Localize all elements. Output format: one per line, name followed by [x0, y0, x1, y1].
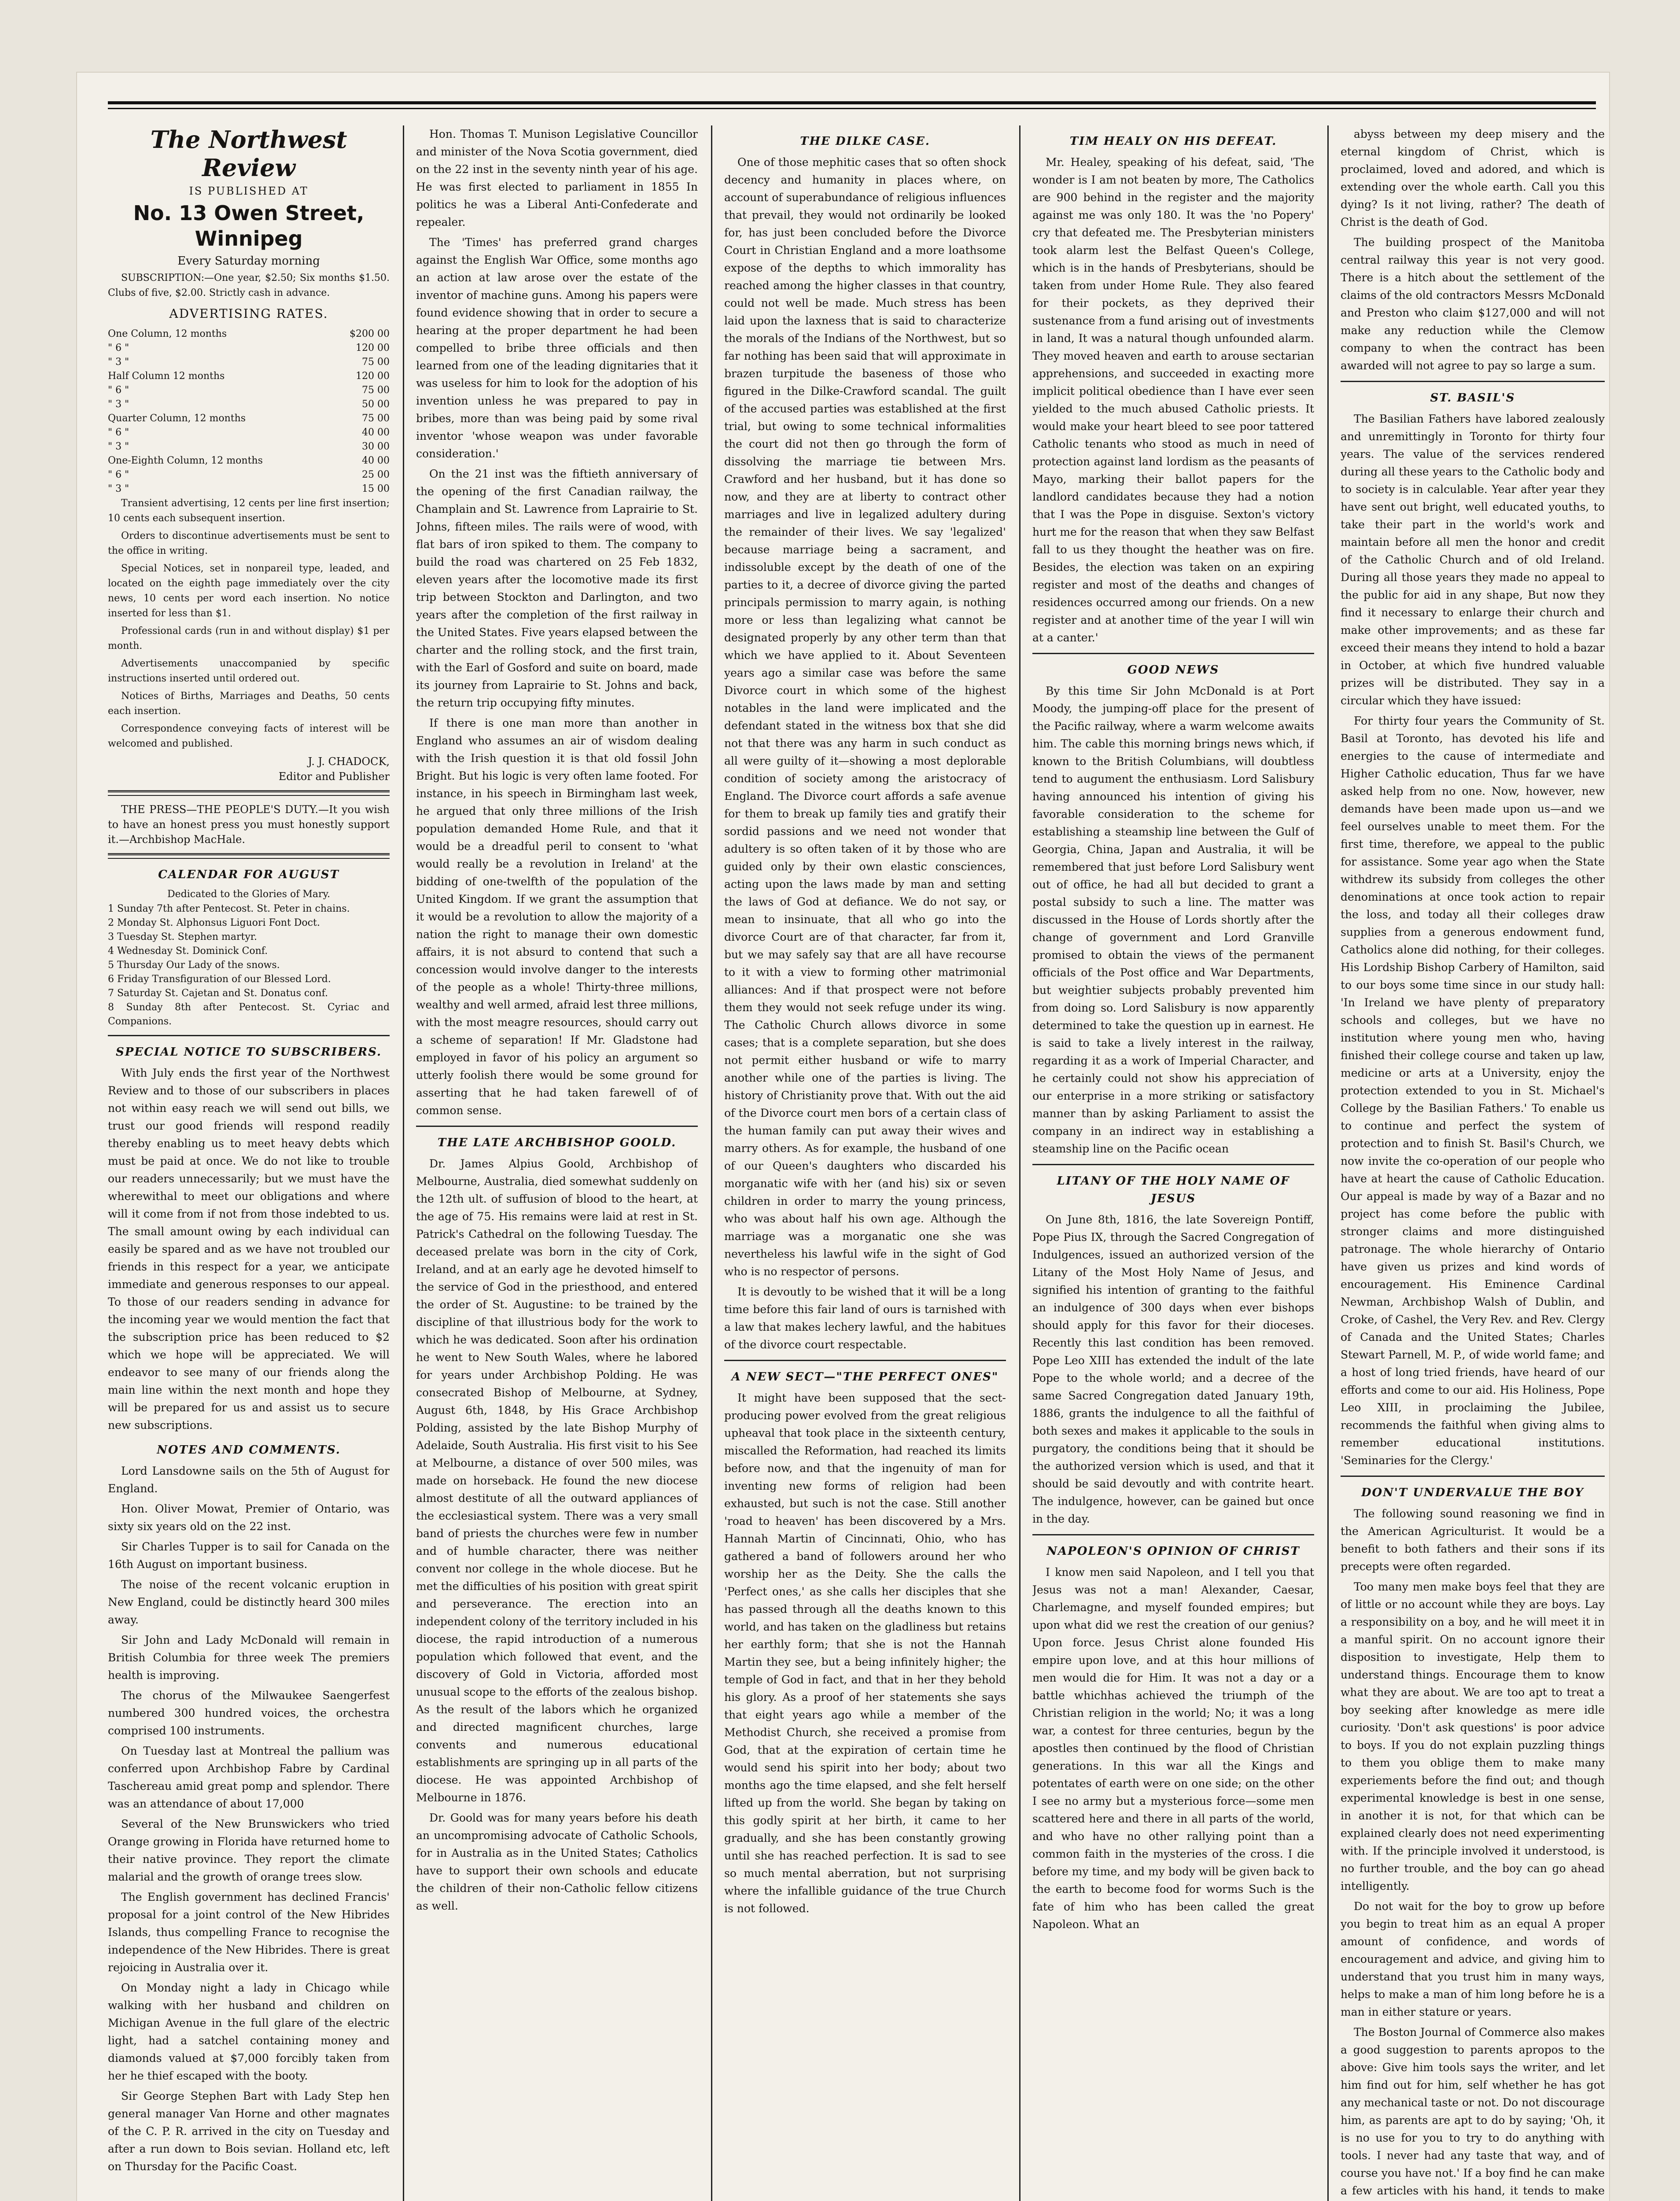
article-paragraph: The Boston Journal of Commerce also makes a good suggestion to parents apropos to the above: Give him tools says the writer, and let him find out for him, self whether he has got any mechanical taste or not. Do not discourage him, as parents are apt to do by saying; 'Oh, it is no use for you to try to do anything with tools. I never had any taste that way, and of course you have not.' If a boy find he can make a few articles with his hand, it tends to make	[1341, 2026, 1605, 2197]
article-paragraph: On the 21 inst was the fiftieth anniversary of the opening of the first Canadian railway, the Champlain and St. Lawrence from Laprairie to St. Johns, fifteen miles. The rails were of wood, with flat bars of iron spiked to them. The company to build the road was chartered on 25 Feb 1832, eleven years after the locomotive made its first trip between Stockton and Darlington, and two years after the completion of the first railway in the United States. Five years elapsed between the charter and the rolling stock, and the first train, with the Earl of Gosford and suite on board, made its journey from Laprairie to St. Johns and back, the return trip occupying fifty minutes.	[416, 467, 698, 709]
article-paragraph: Hon. Thomas T. Munison Legislative Councillor and minister of the Nova Scotia government, died on the 22 inst in the seventy ninth year of his age. He was first elected to parliament in 1855 In politics he was a Liberal Anti-Confederate and repealer.	[416, 128, 698, 228]
article-paragraph: It is devoutly to be wished that it will be a long time before this fair land of ours is tarnished with a law that makes lechery lawful, and the habitues of the divorce court respectable.	[724, 1285, 1006, 1351]
rate-label: " 6 "	[108, 427, 129, 438]
calendar-list	[108, 902, 390, 1029]
note-item: On Monday night a lady in Chicago while walking with her husband and children on Michigan Avenue in the full glare of the electric light, had a satchel containing money and diamonds valued at $7,000 forcibly taken from her he thief escaped with the booty.	[108, 1981, 390, 2082]
rate-row	[108, 482, 390, 496]
newspaper-title: The Northwest Review	[150, 125, 347, 182]
rate-amount: 40 00	[362, 427, 390, 438]
article-paragraph: On June 8th, 1816, the late Sovereign Pontiff, Pope Pius IX, through the Sacred Congregation of Indulgences, issued an authorized version of the Litany of the Most Holy Name of Jesus, and signified his intention of granting to the faithful an indulgence of 300 days when ever bishops should apply for this favor for their dioceses. Recently this last condition has been removed. Pope Leo XIII has extended the indult of the late Pope to the whole world; and a decree of the same Sacred Congregation dated January 19th, 1886, grants the indulgence to all the faithful of both sexes and makes it applicable to the souls in purgatory, the conditions being that it should be the authorized version which is used, and that it should be said devoutly and with contrite heart. The indulgence, however, can be gained but once in the day.	[1032, 1213, 1314, 1525]
boy-title: DON'T UNDERVALUE THE BOY	[1361, 1486, 1584, 1499]
article-paragraph: I know men said Napoleon, and I tell you that Jesus was not a man! Alexander, Caesar, Charlemagne, and myself founded empires; but upon what did we rest the creation of our genius? Upon force. Jesus Christ alone founded His empire upon love, and at this hour millions of men would die for Him. It was not a day or a battle whichhas achieved the triumph of the Christian religion in the world; No; it was a long war, a contest for three centuries, begun by the apostles then continued by the flood of Christian generations. In this war all the Kings and potentates of earth were on one side; on the other I see no army but a mysterious force—some men scattered here and there in all parts of the world, and who have no other rallying point than a common faith in the mysteries of the cross. I die before my time, and my body will be given back to the earth to become food for worms Such is the fate of him who has been called the great Napoleon. What an	[1032, 1566, 1314, 1931]
section-divider	[1341, 381, 1605, 382]
article-paragraph: Dr. Goold was for many years before his death an uncompromising advocate of Catholic Schools, for in Australia as in the United States; Catholics have to support their own schools and educate the children of their non-Catholic fellow citizens as well.	[416, 1811, 698, 1912]
advertising-rates-table	[108, 327, 390, 496]
dilke-title: THE DILKE CASE.	[800, 135, 930, 148]
rate-row	[108, 369, 390, 383]
napoleon-article	[1032, 1564, 1314, 1933]
article-paragraph: Too many men make boys feel that they are of little or no account while they are boys. Lay a responsibility on a boy, and he will meet it in a manful spirit. On no account ignore their disposition to investigate, Help them to understand things. Encourage them to know what they are about. We are too apt to treat a boy seeking after knowledge as mere idle curiosity. 'Don't ask questions' is poor advice to boys. If you do not explain puzzling things to them you oblige them to make many experiements before the find out; and though experimental knowledge is best in one sense, in another it is not, for that which can be explained clearly does not need experimenting with. If the principle involved it understood, is no further trouble, and the boy can go ahead intelligently.	[1341, 1580, 1605, 1892]
rate-row	[108, 383, 390, 398]
newspaper-page	[77, 73, 1609, 2201]
rate-row	[108, 426, 390, 440]
section-divider	[1032, 1164, 1314, 1165]
column-divider	[711, 125, 712, 2201]
dilke-article	[724, 154, 1006, 1354]
calendar-entry: 1 Sunday 7th after Pentecost. St. Peter in chains.	[108, 903, 350, 914]
special-notice-title: SPECIAL NOTICE TO SUBSCRIBERS.	[115, 1045, 382, 1059]
rate-label: " 6 "	[108, 385, 129, 396]
publisher-address: No. 13 Owen Street, Winnipeg	[133, 201, 365, 250]
advertising-note: Orders to discontinue advertisements must be sent to the office in writing.	[108, 530, 390, 556]
litany-title: LITANY OF THE HOLY NAME OF JESUS	[1057, 1174, 1290, 1205]
column-2-articles	[416, 125, 698, 1119]
section-divider	[108, 853, 390, 859]
column-divider	[1327, 125, 1329, 2201]
calendar-entry: 5 Thursday Our Lady of the snows.	[108, 960, 280, 971]
note-item: Several of the New Brunswickers who tried Orange growing in Florida have returned home to their native province. They report the climate malarial and the growth of orange trees slow.	[108, 1818, 390, 1883]
rate-amount: 75 00	[362, 385, 390, 396]
section-divider	[108, 790, 390, 796]
article-paragraph: The Basilian Fathers have labored zealously and unremittingly in Toronto for thirty four years. The value of the services rendered during all these years to the Catholic body and to society is in calculable. Year after year they have sent out bright, well educated youths, to take their part in the world's work and maintain before all men the honor and credit of the Catholic Church and of old Ireland. During all those years they made no appeal to the public for aid in any shape, But now they find it necessary to enlarge their church and make other improvements; and as these far exceed their means they intend to hold a bazar in October, at which five hundred valuable prizes will be distributed. They say in a circular which they have issued:	[1341, 412, 1605, 707]
article-paragraph: Mr. Healey, speaking of his defeat, said, 'The wonder is I am not beaten by more, The Catholics are 900 behind in the register and the majority against me was only 180. It was the 'no Popery' cry that defeated me. The Presbyterian ministers took alarm lest the Belfast Queen's College, which is in the hands of Presbyterians, should be taken from under Home Rule. They also feared for their pockets, as they deprived their sustenance from a fund arising out of investments in land, It was a natural though unfounded alarm. They moved heaven and earth to arouse sectarian apprehensions, and succeeded in exacting more implicit political obedience than I have ever seen yielded to the much abused Catholic priests. It would make your heart bleed to see poor tattered Catholic tenants who stood as much in need of protection against land lordism as the peasants of Mayo, marking their ballot papers for the landlord candidates because they had a notion that I was the Pope in disguise. Sexton's victory hurt me for the reason that when they saw Belfast fall to us they thought the heather was on fire. Besides, the election was taken on an expiring register and most of the deaths and changes of residences occurred among our friends. On a new register and at another time of the year I will win at a canter.'	[1032, 156, 1314, 644]
notes-title: NOTES AND COMMENTS.	[157, 1443, 341, 1457]
special-notice-body: With July ends the first year of the Northwest Review and to those of our subscribers in places not within easy reach we will send out bills, we trust our good friends will respond readily thereby enabling us to meet heavy debts which must be paid at once. We do not like to trouble our readers unnecessarily; but we must have the wherewithal to meet our obligations and where will it come from if not from those indebted to us. The small amount owing by each individual can easily be spared and as we have not troubled our friends in this respect for a year, we anticipate immediate and generous responses to our appeal. To those of our readers sending in advance for the incoming year we would mention the fact that the subscription price has been reduced to $2 which we hope will be appreciated. We will endeavor to see many of our friends along the main line within the next month and hope they will be prepared for us and assist us to secure new subscriptions.	[108, 1067, 390, 1432]
calendar-dedication: Dedicated to the Glories of Mary.	[167, 889, 330, 900]
calendar-entry: 4 Wednesday St. Dominick Conf.	[108, 946, 268, 957]
rate-row	[108, 398, 390, 412]
healy-article	[1032, 154, 1314, 647]
goold-title: THE LATE ARCHBISHOP GOOLD.	[437, 1136, 677, 1149]
advertising-note: Professional cards (run in and without display) $1 per month.	[108, 626, 390, 651]
note-item: Lord Lansdowne sails on the 5th of August for England.	[108, 1465, 390, 1495]
calendar-entry: 8 Sunday 8th after Pentecost. St. Cyriac and Companions.	[108, 1002, 390, 1027]
rate-row	[108, 412, 390, 426]
sect-title: A NEW SECT—"THE PERFECT ONES"	[731, 1370, 999, 1384]
basils-title: ST. BASIL'S	[1430, 391, 1515, 405]
section-divider	[416, 1126, 698, 1127]
article-paragraph: Dr. James Alpius Goold, Archbishop of Melbourne, Australia, died somewhat suddenly on the 12th ult. of suffusion of blood to the heart, at the age of 75. His remains were laid at rest in St. Patrick's Cathedral on the following Tuesday. The deceased prelate was born in the city of Cork, Ireland, and at an early age he devoted himself to the service of God in the priesthood, and entered the order of St. Augustine: to be trained by the discipline of that illustrious body for the work to which he was dedicated. Soon after his ordination he went to New South Wales, where he labored for years under Archbishop Polding. He was consecrated Bishop of Melbourne, at Sydney, August 6th, 1848, by His Grace Archbishop Polding, assisted by the late Bishop Murphy of Adelaide, South Australia. His first visit to his See at Melbourne, a distance of over 500 miles, was made on horseback. He found the new diocese almost destitute of all the outward appliances of the ecclesiastical system. There was a very small band of priests the churches were few in number and of humble character, there was neither convent nor college in the whole diocese. But he met the difficulties of his position with great spirit and perseverance. The erection into an independent colony of the territory included in his diocese, the rapid introduction of a numerous population which followed that event, and the discovery of Gold in Victoria, afforded most unusual scope to the efforts of the zealous bishop. As the result of the labors which he organized and directed magnificent churches, large convents and numerous educational establishments are springing up in all parts of the diocese. He was appointed Archbishop of Melbourne in 1876.	[416, 1157, 698, 1804]
notes-list	[108, 1462, 390, 2175]
editor-signature: J. J. CHADOCK,	[308, 755, 390, 768]
published-line: IS PUBLISHED AT	[189, 185, 309, 197]
rate-amount: 50 00	[362, 399, 390, 410]
column-5-articles	[1341, 125, 1605, 375]
column-4	[1032, 125, 1314, 2201]
rate-row	[108, 454, 390, 468]
advertising-note: Advertisements unaccompanied by specific instructions inserted until ordered out.	[108, 658, 390, 684]
basils-article	[1341, 410, 1605, 1469]
advertising-note: Special Notices, set in nonpareil type, leaded, and located on the eighth page immediately over the city news, 10 cents per word each insertion. No notice inserted for less than $1.	[108, 563, 390, 619]
rate-row	[108, 355, 390, 369]
note-item: Sir Charles Tupper is to sail for Canada on the 16th August on important business.	[108, 1540, 390, 1571]
rate-label: " 6 "	[108, 469, 129, 480]
rate-amount: 15 00	[362, 483, 390, 494]
calendar-title: CALENDAR FOR AUGUST	[158, 868, 339, 881]
advertising-note: Transient advertising, 12 cents per line first insertion; 10 cents each subsequent insertion.	[108, 498, 390, 524]
column-divider	[403, 125, 404, 2201]
advertising-notes	[108, 496, 390, 751]
good-news-title: GOOD NEWS	[1127, 663, 1219, 677]
press-motto: THE PRESS—THE PEOPLE'S DUTY.—It you wish to have an honest press you must honestly support it.—Archbishop MacHale.	[108, 803, 390, 846]
rate-label: Half Column 12 months	[108, 371, 225, 382]
masthead-rule	[108, 101, 1596, 109]
rate-label: " 6 "	[108, 342, 129, 353]
article-paragraph: By this time Sir John McDonald is at Port Moody, the jumping-off place for the present of the Pacific railway, where a warm welcome awaits him. The cable this morning brings news which, if known to the British Columbians, will doubtless tend to augument the enthusiasm. Lord Salisbury having announced his intention of giving his favorable consideration to the scheme for establishing a steamship line between the Gulf of Georgia, China, Japan and Australia, it will be remembered that just before Lord Salisbury went out of office, he had all but decided to grant a postal subsidy to such a line. The matter was discussed in the House of Lords shortly after the change of government and Lord Granville promised to obtain the views of the permanent officials of the Post office and War Departments, but weightier subjects probably prevented him from doing so. Lord Salisbury is now apparently determined to take the question up in earnest. He is said to take a lively interest in the railway, regarding it as a work of Imperial Character, and he certainly could not show his appreciation of our enterprise in a more striking or satisfactory manner than by asking Parliament to assist the company in an indirect way in establishing a steamship line on the Pacific ocean	[1032, 685, 1314, 1155]
advertising-note: Notices of Births, Marriages and Deaths, 50 cents each insertion.	[108, 691, 390, 717]
rate-label: One Column, 12 months	[108, 328, 227, 339]
rate-amount: 40 00	[362, 455, 390, 466]
rate-amount: 75 00	[362, 357, 390, 368]
good-news-article	[1032, 682, 1314, 1158]
publication-frequency: Every Saturday morning	[177, 254, 320, 268]
column-2	[416, 125, 698, 2201]
calendar-entry: 3 Tuesday St. Stephen martyr.	[108, 931, 257, 942]
rate-row	[108, 327, 390, 341]
advertising-rates-title: ADVERTISING RATES.	[169, 306, 328, 321]
rate-amount: 25 00	[362, 469, 390, 480]
rate-row	[108, 341, 390, 355]
section-divider	[1032, 1534, 1314, 1535]
rate-label: " 3 "	[108, 357, 129, 368]
section-divider	[1341, 1476, 1605, 1477]
napoleon-title: NAPOLEON'S OPINION OF CHRIST	[1046, 1545, 1300, 1558]
rate-row	[108, 468, 390, 482]
column-3	[724, 125, 1006, 2201]
note-item: Sir George Stephen Bart with Lady Step hen general manager Van Horne and other magnates of the C. P. R. arrived in the city on Tuesday and after a run down to Bois sevian. Holland etc, left on Thursday for the Pacific Coast.	[108, 2090, 390, 2173]
advertising-note: Correspondence conveying facts of interest will be welcomed and published.	[108, 723, 390, 749]
article-paragraph: The following sound reasoning we find in the American Agriculturist. It would be a benefit to both fathers and their sons if its precepts were often regarded.	[1341, 1507, 1605, 1573]
section-divider	[724, 1360, 1006, 1361]
note-item: Sir John and Lady McDonald will remain in British Columbia for three week The premiers health is improving.	[108, 1634, 390, 1682]
rate-amount: $200 00	[350, 328, 390, 339]
goold-article	[416, 1155, 698, 1915]
rate-label: " 3 "	[108, 441, 129, 452]
boy-article	[1341, 1505, 1605, 2201]
rate-label: Quarter Column, 12 months	[108, 413, 246, 424]
article-paragraph: One of those mephitic cases that so often shock decency and humanity in places where, on account of superabundance of religious influences that prevail, they would not ordinarily be looked for, has just been concluded before the Divorce Court in Christian England and a more loathsome expose of the depths to which immorality has reached among the higher classes in that country, could not well be made. Much stress has been laid upon the laxness that is said to characterize the morals of the Indians of the Northwest, but so far nothing has been said that will approximate in brazen turpitude the baseness of those who figured in the Dilke-Crawford scandal. The guilt of the accused parties was established at the first trial, but owing to some technical informalities the court did not then go through the form of dissolving the marriage tie between Mrs. Crawford and her husband, but it has done so now, and they are at liberty to contract other marriages and live in legalized adultery during the remainder of their lives. We say 'legalized' because marriage being a sacrament, and indissoluble except by the death of one of the parties to it, a decree of divorce giving the parted principals permission to marry again, is nothing more or less than legalizing what cannot be designated properly by any other term than that which we have applied to it. About Seventeen years ago a similar case was before the same Divorce court in which some of the highest notables in the land were implicated and the defendant stated in the witness box that she did not that there was any harm in such conduct as all were guilty of it—showing a most deplorable condition of society among the aristocracy of England. The Divorce court affords a safe avenue for them to break up family ties and gratify their sordid passions and we need not wonder that adultery is so often taken of it by those who are guided only by their own elastic consciences, acting upon the laws made by man and setting the laws of God at defiance. We do not say, or mean to insinuate, that all who go into the divorce Court are of that character, far from it, but we may safely say that are all have recourse to it with a view to forming other matrimonial alliances: And if that prospect were not before them they would not seek refuge under its wing. The Catholic Church allows divorce in some cases; that is a complete separation, but she does not permit either husband or wife to marry another while one of the parties is living. The history of Christianity prove that. With out the aid of the Divorce court men bors of a certain class of the human family can put away their wives and marry others. As for example, the husband of one of our Queen's daughters who discarded his morganatic wife with her (and his) six or seven children in order to marry the young princess, who was about half his own age. Although the marriage was a morganatic one she was nevertheless his lawful wife in the sight of God who is no respector of persons.	[724, 156, 1006, 1278]
rate-amount: 120 00	[356, 371, 390, 382]
calendar-entry: 6 Friday Transfiguration of our Blessed Lord.	[108, 974, 331, 985]
column-1	[108, 125, 390, 2201]
rate-label: One-Eighth Column, 12 months	[108, 455, 263, 466]
editor-role: Editor and Publisher	[278, 770, 390, 783]
note-item: Hon. Oliver Mowat, Premier of Ontario, was sixty six years old on the 22 inst.	[108, 1502, 390, 1533]
section-divider	[1032, 653, 1314, 654]
rate-label: " 3 "	[108, 399, 129, 410]
article-paragraph: If there is one man more than another in England who assumes an air of wisdom dealing with the Irish question it is that old fossil John Bright. But his logic is very often lame footed. For instance, in his speech in Birmingham last week, he argued that only three millions of the Irish population demanded Home Rule, and that it would be a dreadful peril to consent to 'what would really be a revolution in Ireland' at the bidding of one-twelfth of the population of the United Kingdom. If we grant the assumption that it would be a revolution to allow the majority of a nation the right to manage their own domestic affairs, it is not absurd to contend that such a concession would involve danger to the interests of the people as a whole! Thirty-three millions, wealthy and well armed, afraid lest three millions, with the most meagre resources, should carry out a scheme of separation! If Mr. Gladstone had employed in favor of his policy an argument so utterly foolish there would be some ground for asserting that he had taken farewell of of common sense.	[416, 717, 698, 1117]
article-paragraph: For thirty four years the Community of St. Basil at Toronto, has devoted his life and energies to the cause of intermediate and Higher Catholic education, Thus far we have asked help from no one. Now, however, new demands have been made upon us—and we feel ourselves unable to meet them. For the first time, therefore, we appeal to the public for assistance. Some year ago when the State withdrew its subsidy from colleges the other denominations at once took action to repair the loss, and today all their colleges draw supplies from a generous endowment fund, Catholics alone did nothing, for their colleges. His Lordship Bishop Carbery of Hamilton, said to our boys some time since in our study hall: 'In Ireland we have plenty of preparatory schools and colleges, but we have no institution where young men who, having finished their college course and taken up law, medicine or arts at a University, enjoy the protection extended to you in St. Michael's College by the Basilian Fathers.' To enable us to continue and perfect the system of protection and to finish St. Basil's Church, we now invite the co-operation of our people who have at heart the cause of Catholic Education. Our appeal is made by way of a Bazar and no project has come before the public with stronger claims and more distinguished patronage. The whole hierarchy of Ontario have given us prizes and kind words of encouragement. His Eminence Cardinal Newman, Archbishop Walsh of Dublin, and Croke, of Cashel, the Very Rev. and Rev. Clergy of Canada and the United States; Charles Stewart Parnell, M. P., of wide world fame; and a host of long tried friends, have heard of our efforts and come to our aid. His Holiness, Pope Leo XIII, in proclaiming the Jubilee, recommends the faithful when giving alms to remember educational institutions. 'Seminaries for the Clergy.'	[1341, 714, 1605, 1467]
sect-article	[724, 1389, 1006, 1918]
note-item: The chorus of the Milwaukee Saengerfest numbered 300 hundred voices, the orchestra comprised 100 instruments.	[108, 1689, 390, 1737]
note-item: The English government has declined Francis' proposal for a joint control of the New Hibrides Islands, thus compelling France to recognise the independence of the New Hibrides. There is great rejoicing in Australia over it.	[108, 1891, 390, 1974]
column-divider	[1019, 125, 1021, 2201]
calendar-entry: 2 Monday St. Alphonsus Liguori Font Doct.	[108, 917, 320, 928]
article-paragraph: Do not wait for the boy to grow up before you begin to treat him as an equal A proper amount of confidence, and words of encouragement and advice, and giving him to understand that you trust him in many ways, helps to make a man of him long before he is a man in either stature or years.	[1341, 1900, 1605, 2018]
rate-row	[108, 440, 390, 454]
note-item: On Tuesday last at Montreal the pallium was conferred upon Archbishop Fabre by Cardinal Taschereau amid great pomp and splendor. There was an attendance of about 17,000	[108, 1745, 390, 1810]
rate-amount: 75 00	[362, 413, 390, 424]
article-paragraph: The 'Times' has preferred grand charges against the English War Office, some months ago an action at law arose over the estate of the inventor of machine guns. Among his papers were found evidence showing that in order to secure a hearing at the proper department he had been compelled to bribe three officials and then learned from one of the leading dignitaries that it was useless for him to look for the adoption of his invention unless he was prepared to pay in bribes, more than was being paid by some rival inventor 'whose weapon was under favorable consideration.'	[416, 236, 698, 460]
rate-amount: 30 00	[362, 441, 390, 452]
rate-label: " 3 "	[108, 483, 129, 494]
subscription-rates: SUBSCRIPTION:—One year, $2.50; Six months $1.50. Clubs of five, $2.00. Strictly cash in advance.	[108, 272, 390, 298]
healy-title: TIM HEALY ON HIS DEFEAT.	[1069, 135, 1277, 148]
rate-amount: 120 00	[356, 342, 390, 353]
article-paragraph: It might have been supposed that the sect-producing power evolved from the great religious upheaval that took place in the sixteenth century, miscalled the Reformation, had reached its limits before now, and that the ingenuity of man for inventing new forms of religion had been exhausted, but such is not the case. Still another 'road to heaven' has been discovered by a Mrs. Hannah Martin of Cincinnati, Ohio, who has gathered a band of followers around her who worship her as the Deity. She the calls the 'Perfect ones,' as she calls her disciples that she has passed through all the deaths known to this world, and has taken on the gladliness but retains her earthly form; that she is not the Hannah Martin they see, but a being infinitely higher; the temple of God in fact, and that in her they behold his glory. As a proof of her statements she says that eight years ago while a member of the Methodist Church, she received a promise from God, that at the expiration of certain time he would send his spirit into her body; about two months ago the time elapsed, and she felt herself lifted up from the world. She began by taking on this godly spirit at her birth, it came to her gradually, and she has been constantly growing until she has reached perfection. It is sad to see so much mental aberration, but not surprising where the infallible guidance of the true Church is not followed.	[724, 1391, 1006, 1915]
calendar-entry: 7 Saturday St. Cajetan and St. Donatus conf.	[108, 988, 328, 999]
article-paragraph: abyss between my deep misery and the eternal kingdom of Christ, which is proclaimed, loved and adored, and which is extending over the whole earth. Call you this dying? Is it not living, rather? The death of Christ is the death of God.	[1341, 128, 1605, 228]
column-5	[1341, 125, 1605, 2201]
masthead	[108, 125, 390, 271]
section-divider	[108, 1035, 390, 1036]
litany-article	[1032, 1211, 1314, 1528]
note-item: The noise of the recent volcanic eruption in New England, could be distinctly heard 300 miles away.	[108, 1578, 390, 1626]
article-paragraph: The building prospect of the Manitoba central railway this year is not very good. There is a hitch about the settlement of the claims of the old contractors Messrs McDonald and Preston who claim $127,000 and will not make any reduction while the Clemow company to when the contract has been awarded will not agree to pay so large a sum.	[1341, 236, 1605, 372]
